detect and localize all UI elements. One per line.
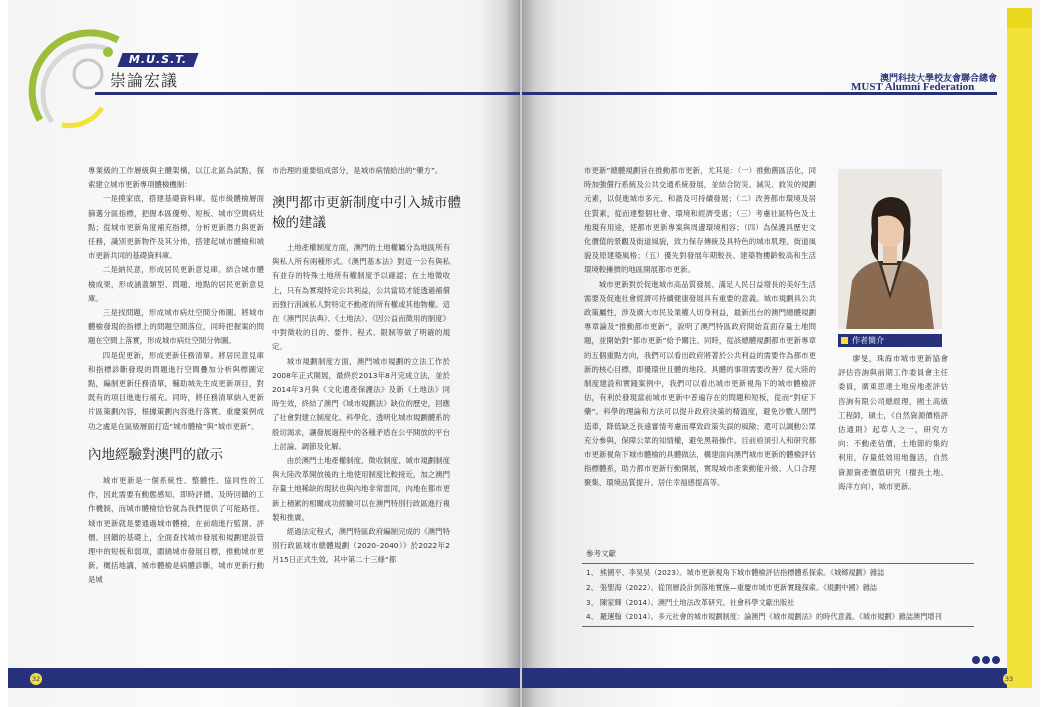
author-tag-label: 作者簡介 — [852, 336, 884, 345]
paragraph: 一是摸家底，搭建基礎資料庫。從市級體檢層面篩選分區指標，把握本區優勢、短板、城市空間病灶點；從城市更新角度補充指標，分析更新潛力與更新任務，識別更新物件及其分佈，搭建起城市體檢和城市更新共同的基礎資料庫。 — [88, 194, 264, 261]
paragraph: 土地產權制度方面，澳門的土地權屬分為地區所有與私人所有兩種形式。《澳門基本法》對這一公有與私有並存的特殊土地所有權制度予以確認；在土地徵收上，只有為實現特定公共利益，公共當局才能透過補償而強行消減私人對特定不動產的所有權或其他物權。這在《澳門民法典》、《土地法》、《因公益而徵用的制度》中對徵收的目的、要件、程式、限制等做了明確的規定。 — [272, 243, 450, 352]
federation-name-cn: 澳門科技大學校友會聯合總會 — [880, 74, 998, 84]
paragraph: 四是促更新，形成更新任務清單。將居民意見庫和指標診斷發現的問題進行空間疊加分析與標圖定點，編制更新任務清單，輔助城先生成更新項目，對既有的項目進進行補充。同時，將任務清單納入更新片區策劃內容，根據策劃內容進行落實。重慶案例成功之處是在區級層面打造“城市體檢”與“城市更新”。 — [88, 350, 264, 431]
paragraph: 二是納民意，形成居民更新意見庫。結合城市體檢成果，形成涵蓋類型、問題、地點的居民更新意見庫。 — [88, 265, 264, 303]
right-column-body — [584, 164, 816, 491]
paragraph: 城市規劃制度方面，澳門城市規劃的立法工作於2008年正式開展，最終於2013年8月完成立法，並於2014年3月與《文化遺產保護法》及新《土地法》同時生效，終結了澳門《城市規劃法》缺位的歷史，回應了社會對建立制度化、科學化、透明化城市規劃體系的殷切渴求，讓發展過程中的各種矛盾在公平開放的平台上討論、調節及化解。 — [272, 356, 450, 451]
badge-label: M.U.S.T. — [128, 53, 188, 66]
tag-square — [841, 337, 848, 344]
paragraph: 專業級的工作層級與主體架構，以江北區為試點，探索建立城市更新專項體檢機制： — [88, 166, 264, 190]
article-heading: 澳門都市更新制度中引入城市體檢的建議 — [272, 195, 461, 231]
reference-item: 3、 陳家輝（2014）。澳門土地法改革研究。社會科學文獻出版社 — [586, 597, 795, 607]
author-bio-text: 廖旻，珠海市城市更新協會評估咨詢與前期工作委員會主任委員，廣東思達土地房地產評估咨詢有限公司總經理，國土高級工程師，碩士，《自然資源價格評估通則》起草人之一，研究方向：不動產估價，土地節約集約利用，存量低效用地盤活，自然資源資產價值研究（擅長土地、海洋方向），城市更新。 — [838, 354, 948, 491]
author-bio — [838, 352, 948, 494]
left-column-2-top — [272, 164, 450, 178]
section-heading: 內地經驗對澳門的啟示 — [88, 447, 223, 463]
references-title: 參考文獻 — [586, 549, 616, 558]
must-badge — [117, 53, 198, 67]
left-column-2-body — [272, 241, 450, 568]
author-tag — [838, 334, 942, 347]
footer-bar-left — [8, 668, 520, 688]
page-number-right: 33 — [1004, 675, 1014, 683]
reference-item: 1、 熊國平、李昊昊（2023）。城市更新視角下城市體檢評估指標體系探索。《城鄉規劃》雜誌 — [586, 568, 885, 577]
footer-bar-right — [522, 668, 1007, 688]
paragraph: 三是找問題，形成城市病灶空間分佈圖。將城市體檢發現的指標上的問題空間落位，同時把握案的問題在空間上落實，形成城市病灶空間分佈圖。 — [88, 308, 264, 346]
green-dot — [103, 47, 113, 57]
section-title: 崇論宏議 — [110, 71, 179, 90]
page-number-left: 32 — [31, 675, 41, 683]
yellow-side-bar — [1007, 8, 1032, 688]
grey-circle — [74, 60, 102, 88]
yellow-arc — [62, 108, 102, 126]
paragraph: 城市更新對於促進城市高品質發展、滿足人民日益增長的美好生活需要及促進社會經濟可持續健康發展具有重要的意義。城市規劃具公共政策屬性，涉及廣大市民及業權人切身利益，最新出台的澳門總體規劃專章論及“推動都市更新”，說明了澳門特區政府開始直面存量土地問題，並開始對“都市更新”給予關注。同時，從該總體規劃都市更新專章的五個重點方向，我們可以看出政府將著於公共利益的需要作為都市更新的核心目標，即優環世且體的地段、具體的事項需要改善？從大陸的制度建設和實踐案例中，我們可以看出城市更新視角下的城市體檢評估，有利於發現當前城市更新中普遍存在的問題和短板，從而“對症下藥”。科學的理論和方法可以提升政府決策的精溫度，避免沙數人閉門造車，降低缺乏長遠審情考慮而導致政策失誤的風險；還可以調動公眾充分參與，保障公眾的知情權，避免黑箱操作。目前亟須引入和研究都市更新視角下城市體檢的具體做法，構建面向澳門城市更新的體檢評估指標體系，助力都市更新行動開展，實現城市產業動能升級、人口合理聚集、環境品質提升、居住幸福感提高等。 — [584, 279, 816, 488]
header-rule-left — [95, 92, 520, 95]
reference-item: 4、 羅運翰（2014）。多元社會的城市規劃制度：論澳門《城市規劃法》的時代意義。《城市規劃》雜誌澳門增刊 — [586, 612, 942, 622]
left-column-1-bottom — [88, 474, 264, 588]
reference-item: 2、 張聖海（2022）。從頂層設計到落地實施—重慶市城市更新實踐探索。《規劃中國》雜誌 — [586, 582, 878, 592]
paragraph: 市治理的重要組成部分，是城市病情給出的“藥方”。 — [272, 166, 443, 175]
paragraph: 市更新”總體規劃旨在推動都市更新，尤其是：（一）推動舊區活化，同時加強償行系統及公共交通系統發展，並結合防災、減災、救災的規劃元素，以促進城市多元、和諧及可持續發展；（二）改善都市環境及居住質素，從而達整個社會、環境和經濟受惠；（三）考慮社區特色及土地現有用途，使都市更新專案與周邊環境相容；（四）為保護具歷史文化價值的景觀及街道風貌，致力保存傳統及具特色的城市肌理、街道風貌及原建築風格；（五）優先對發展年期較長、建築物樓齡較高和生活環境較擁擠的地區開展都市更新。 — [584, 166, 816, 275]
paragraph: 由於澳門土地產權制度、徵收制度、城市規劃制度與大陸改革開放後的土地使用制度比較接近，加之澳門存量土地稀缺的現狀也與內地非常雷同，內地在都市更新上積累的相關成功經驗可以在澳門特別行政區進行複製和推廣。 — [272, 456, 450, 522]
federation-name-en: MUST Alumni Federation — [851, 81, 975, 93]
author-photo — [838, 169, 942, 329]
references-rule-bottom — [582, 626, 974, 627]
author-photo-illustration — [838, 169, 942, 329]
references-list — [586, 566, 978, 625]
left-column-1-top — [88, 164, 264, 434]
paragraph: 城市更新是一個系統性、整體性、協同性的工作，因此需要有動態感知、即時評價、及時回饋的工作機制，而城市體檢恰恰就為我們提供了可能路徑。城市更新就是要通過城市體檢，在前端進行監測、評價、回饋的基礎上，全面查找城市發展和規劃建設管理中的短板和弱項，圍繞城市發展目標，推動城市更新。概括地講，城市體檢是病體診斷，城市更新行動是城 — [88, 476, 264, 585]
paragraph: 經過法定程式，澳門特區政府編制完成的《澳門特別行政區城市總體規劃（2020–2040）》於2022年2月15日正式生效。其中第二十三條“都 — [272, 527, 450, 565]
gutter-shadow — [505, 0, 535, 707]
page-dots — [972, 649, 1002, 668]
references-rule-top — [582, 563, 974, 564]
